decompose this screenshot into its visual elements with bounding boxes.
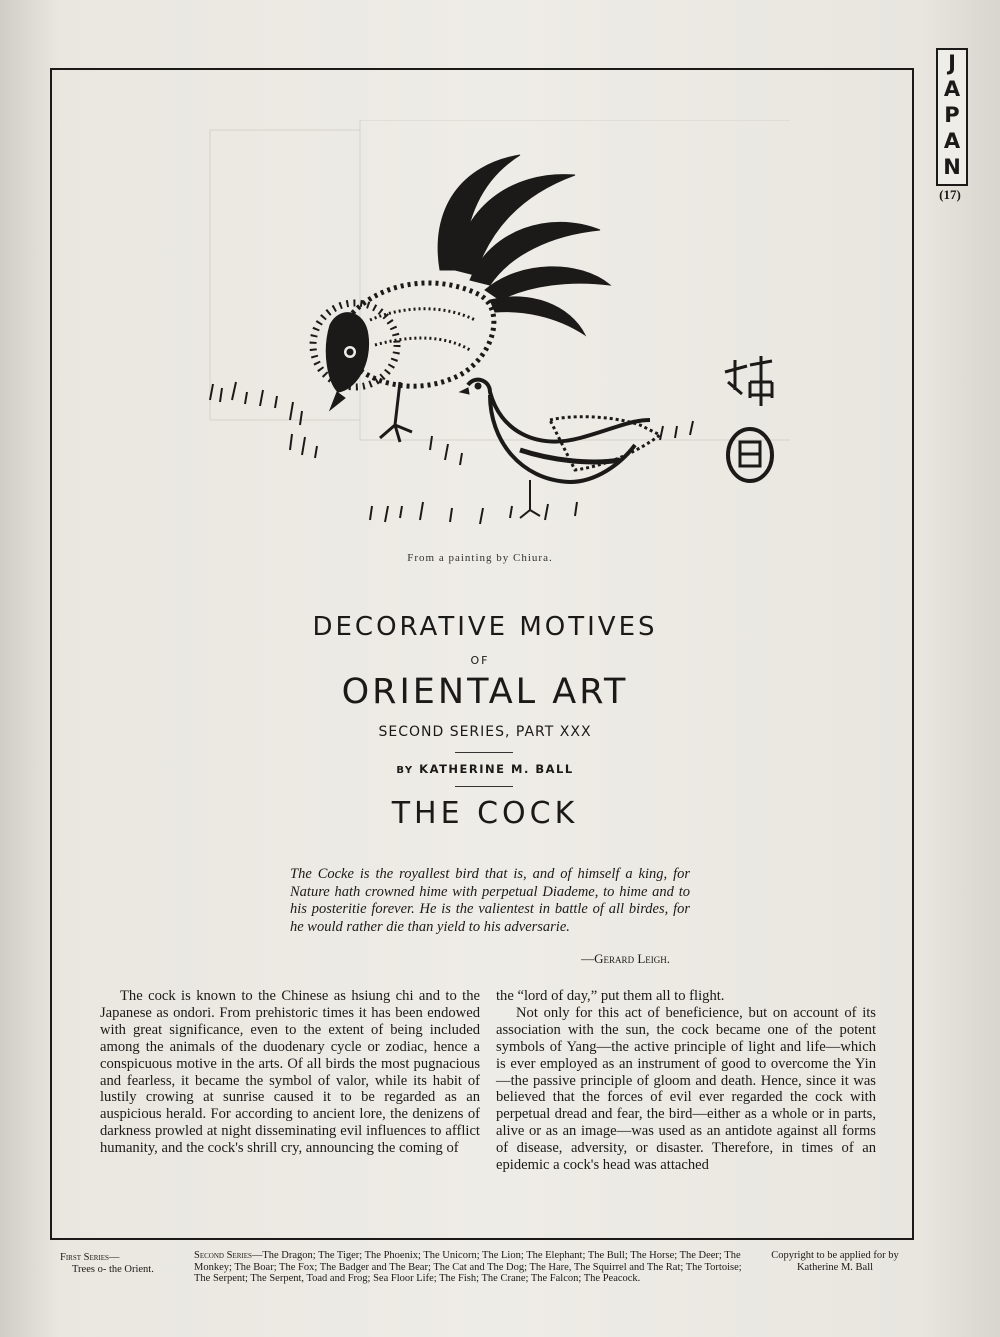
- grass-strokes: [210, 382, 693, 524]
- footer-first-series-text: Trees o- the Orient.: [72, 1263, 154, 1275]
- illustration-caption: From a painting by Chiura.: [407, 552, 553, 564]
- side-tab-letter: N: [943, 155, 961, 179]
- page-footer: [60, 1250, 920, 1310]
- hen: [460, 380, 660, 518]
- japan-side-tab: [936, 48, 968, 186]
- divider-rule: [455, 752, 513, 753]
- body-paragraph: Not only for this act of beneficience, but on account of its association with the sun, the cock became one of the potent symbols of Yang—the active principle of light and life—which is ever employed as an instrument of good to overcome the Yin—the passive principle of gloom and death. Hence, since it was believed that the forces of evil ever regarded the cock with perpetual dread and fear, the bird—either as a whole or in parts, alive or as an image—was used as an antidote against all forms of disease, adversity, or disaster. Therefore, in times of an epidemic a cock's head was attached: [496, 1004, 876, 1174]
- epigraph-attribution: —Gerard Leigh.: [581, 951, 670, 966]
- footer-first-series: [60, 1252, 180, 1275]
- author-byline: [280, 762, 690, 776]
- side-tab-letter: A: [943, 129, 961, 153]
- epigraph-quote: The Cocke is the royallest bird that is, and of himself a king, for Nature hath crowned hime with perpetual Diademe, to hime and to his posteritie forever. He is the valientest in battle of all birdes, for he would rather die than yield to his adversarie.: [290, 866, 690, 935]
- footer-first-series-label: First Series—: [60, 1252, 120, 1263]
- divider-rule: [455, 786, 513, 787]
- side-tab-letter: J: [948, 51, 956, 75]
- rooster: [313, 155, 610, 442]
- body-column-left: [100, 988, 480, 1157]
- footer-second-series-text: The Dragon; The Tiger; The Phoenix; The Unicorn; The Lion; The Elephant; The Bull; The Horse; The Deer; The Monkey; The Boar; The Fox; The Badger and The Bear; The Cat and The Dog; The Hare, The Squirrel and The Rat; The Tortoise; The Serpent; The Serpent, Toad and Frog; Sea Floor Life; The Fish; The Crane; The Falcon; The Peacock.: [194, 1250, 742, 1284]
- article-title-of: OF: [470, 654, 490, 667]
- body-paragraph: the “lord of day,” put them all to flight.: [496, 988, 725, 1004]
- article-title-line1: DECORATIVE MOTIVES: [312, 612, 658, 642]
- article-title-line2: ORIENTAL ART: [341, 672, 629, 712]
- footer-second-series-label: Second Series—: [194, 1250, 263, 1261]
- footer-copyright: Copyright to be applied for by Katherine M. Ball: [771, 1250, 899, 1273]
- side-tab-letter: P: [944, 103, 960, 127]
- byline-author: KATHERINE M. BALL: [419, 762, 574, 776]
- footer-second-series: [194, 1250, 754, 1285]
- series-label: SECOND SERIES, PART XXX: [378, 724, 592, 740]
- byline-by: BY: [396, 765, 414, 776]
- article-subject: THE COCK: [391, 796, 579, 831]
- page-number: (17): [939, 187, 961, 202]
- side-tab-letter: A: [943, 77, 961, 101]
- body-paragraph: The cock is known to the Chinese as hsiung chi and to the Japanese as ondori. From prehistoric times it has been endowed with great significance, even to the extent of being included among the animals of the duodenary cycle or zodiac, hence a conspicuous motive in the arts. Of all birds the most pugnacious and fearless, it became the symbol of valor, while its habit of lustily crowing at sunrise caused it to be regarded as an auspicious herald. For according to ancient lore, the denizens of darkness prowled at night disseminating evil influences to afflict humanity, and the cock's shrill cry, announcing the coming of: [100, 988, 480, 1157]
- body-column-right: [496, 988, 876, 1174]
- rooster-and-hen-painting: [190, 120, 790, 540]
- artist-signature-seal: [725, 356, 772, 481]
